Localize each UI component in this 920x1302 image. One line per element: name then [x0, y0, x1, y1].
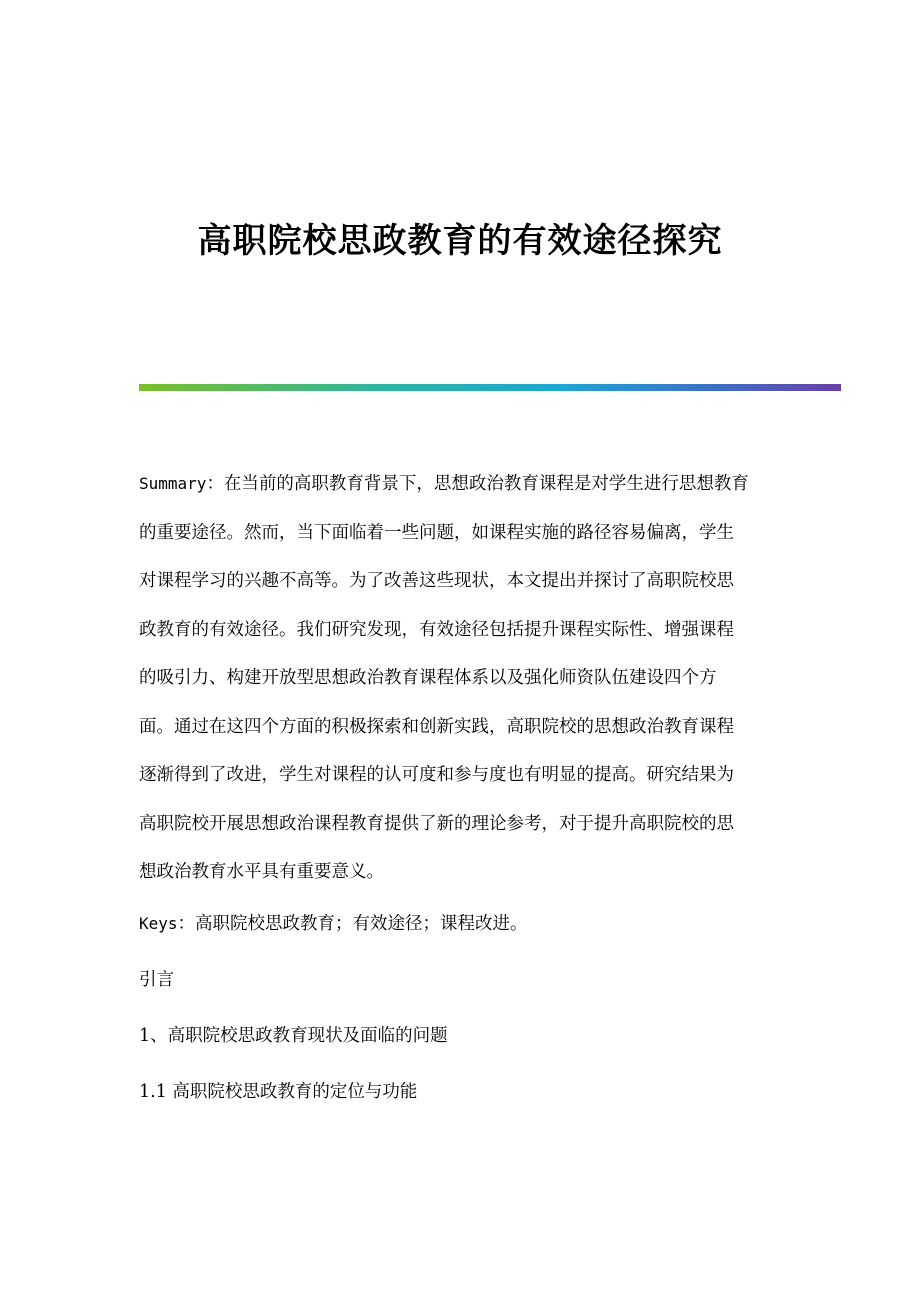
summary-line: 的吸引力、构建开放型思想政治教育课程体系以及强化师资队伍建设四个方 [139, 668, 717, 688]
summary-line: 对课程学习的兴趣不高等。为了改善这些现状，本文提出并探讨了高职院校思 [139, 571, 734, 591]
summary-line: 面。通过在这四个方面的积极探索和创新实践，高职院校的思想政治教育课程 [139, 716, 734, 737]
summary-paragraph [139, 460, 789, 897]
summary-line: 逐渐得到了改进，学生对课程的认可度和参与度也有明显的提高。研究结果为 [139, 765, 734, 785]
keywords-line [139, 910, 528, 938]
keys-label: Keys [139, 914, 178, 933]
summary-text: ：在当前的高职教育背景下，思想政治教育课程是对学生进行思想教育 [206, 474, 749, 494]
section-heading-1: 1、高职院校思政教育现状及面临的问题 [139, 1026, 448, 1046]
section-heading-1-1: 1.1 高职院校思政教育的定位与功能 [139, 1082, 418, 1102]
summary-label: Summary [139, 474, 207, 493]
summary-line: 想政治教育水平具有重要意义。 [139, 862, 384, 882]
keys-text: ：高职院校思政教育；有效途径；课程改进。 [177, 914, 528, 934]
summary-line: 的重要途径。然而，当下面临着一些问题，如课程实施的路径容易偏离，学生 [139, 522, 734, 543]
summary-line: 政教育的有效途径。我们研究发现，有效途径包括提升课程实际性、增强课程 [139, 619, 734, 640]
summary-line: 高职院校开展思想政治课程教育提供了新的理论参考，对于提升高职院校的思 [139, 813, 734, 834]
document-title: 高职院校思政教育的有效途径探究 [197, 221, 723, 261]
gradient-divider [139, 384, 841, 391]
summary-line [139, 460, 789, 509]
section-heading-intro: 引言 [139, 970, 174, 990]
